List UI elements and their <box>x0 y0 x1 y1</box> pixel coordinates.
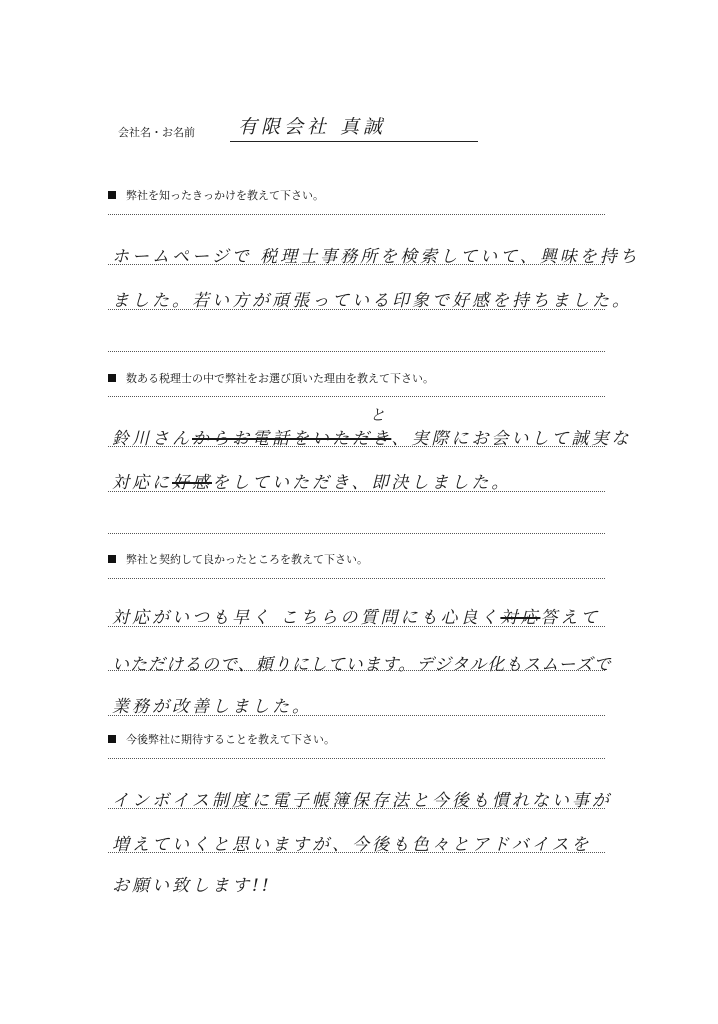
question-4 <box>108 731 335 747</box>
answer-3-line-1-a: 対応がいつも早く こちらの質問にも心良く <box>112 608 501 628</box>
answer-line <box>108 309 605 310</box>
answer-line <box>108 264 605 265</box>
question-2-text: 数ある税理士の中で弊社をお選び頂いた理由を教えて下さい。 <box>126 372 434 385</box>
answer-2-line-2-a: 対応に <box>112 473 172 493</box>
name-underline <box>230 141 478 142</box>
answer-2-line-2 <box>112 468 511 493</box>
question-3 <box>108 551 368 567</box>
answer-4-line-1: インボイス制度に電子帳簿保存法と今後も慣れない事が <box>112 791 612 811</box>
answer-3-line-2: いただけるので、頼りにしています。デジタル化もスムーズで <box>112 655 612 675</box>
divider <box>108 351 605 352</box>
divider <box>108 758 605 759</box>
answer-2-line-1-a: 鈴川さん <box>112 429 192 449</box>
answer-line <box>108 808 605 809</box>
answer-3-line-1-b: 答えて <box>540 608 601 628</box>
bullet-square-icon <box>108 191 116 199</box>
answer-line <box>108 670 605 671</box>
company-name-handwritten: 有限会社 真誠 <box>238 116 387 138</box>
divider <box>108 214 605 215</box>
question-4-text: 今後弊社に期待することを教えて下さい。 <box>126 733 335 746</box>
answer-2-line-1-struck: からお電話をいただき <box>192 429 392 449</box>
answer-2-line-2-struck: 好感 <box>172 473 212 493</box>
divider <box>108 533 605 534</box>
answer-3-line-1 <box>112 603 600 628</box>
answer-line <box>108 446 605 447</box>
answer-4-line-2: 増えていくと思いますが、今後も色々とアドバイスを <box>112 835 592 855</box>
answer-4-line-3: お願い致します!! <box>112 876 272 896</box>
question-3-text: 弊社と契約して良かったところを教えて下さい。 <box>126 553 368 566</box>
question-2 <box>108 370 434 386</box>
bullet-square-icon <box>108 374 116 382</box>
bullet-square-icon <box>108 735 116 743</box>
answer-2-line-1-b: 、実際にお会いして誠実な <box>391 429 632 449</box>
question-1-text: 弊社を知ったきっかけを教えて下さい。 <box>126 189 324 202</box>
answer-line <box>108 491 605 492</box>
answer-line <box>108 626 605 627</box>
answer-3-line-1-struck: 対応 <box>500 608 541 628</box>
answer-1-line-2: ました。若い方が頑張っている印象で好感を持ちました。 <box>112 291 632 311</box>
bullet-square-icon <box>108 555 116 563</box>
divider <box>108 396 605 397</box>
insert-mark: と <box>370 406 389 424</box>
name-label: 会社名・お名前 <box>118 126 195 139</box>
answer-line <box>108 715 605 716</box>
answer-1-line-1: ホームページで 税理士事務所を検索していて、興味を持ち <box>112 247 640 267</box>
answer-3-line-3: 業務が改善しました。 <box>112 697 312 717</box>
question-1 <box>108 187 324 203</box>
answer-2-line-2-b: をしていただき、即決しました。 <box>212 473 512 493</box>
divider <box>108 578 605 579</box>
answer-line <box>108 852 605 853</box>
